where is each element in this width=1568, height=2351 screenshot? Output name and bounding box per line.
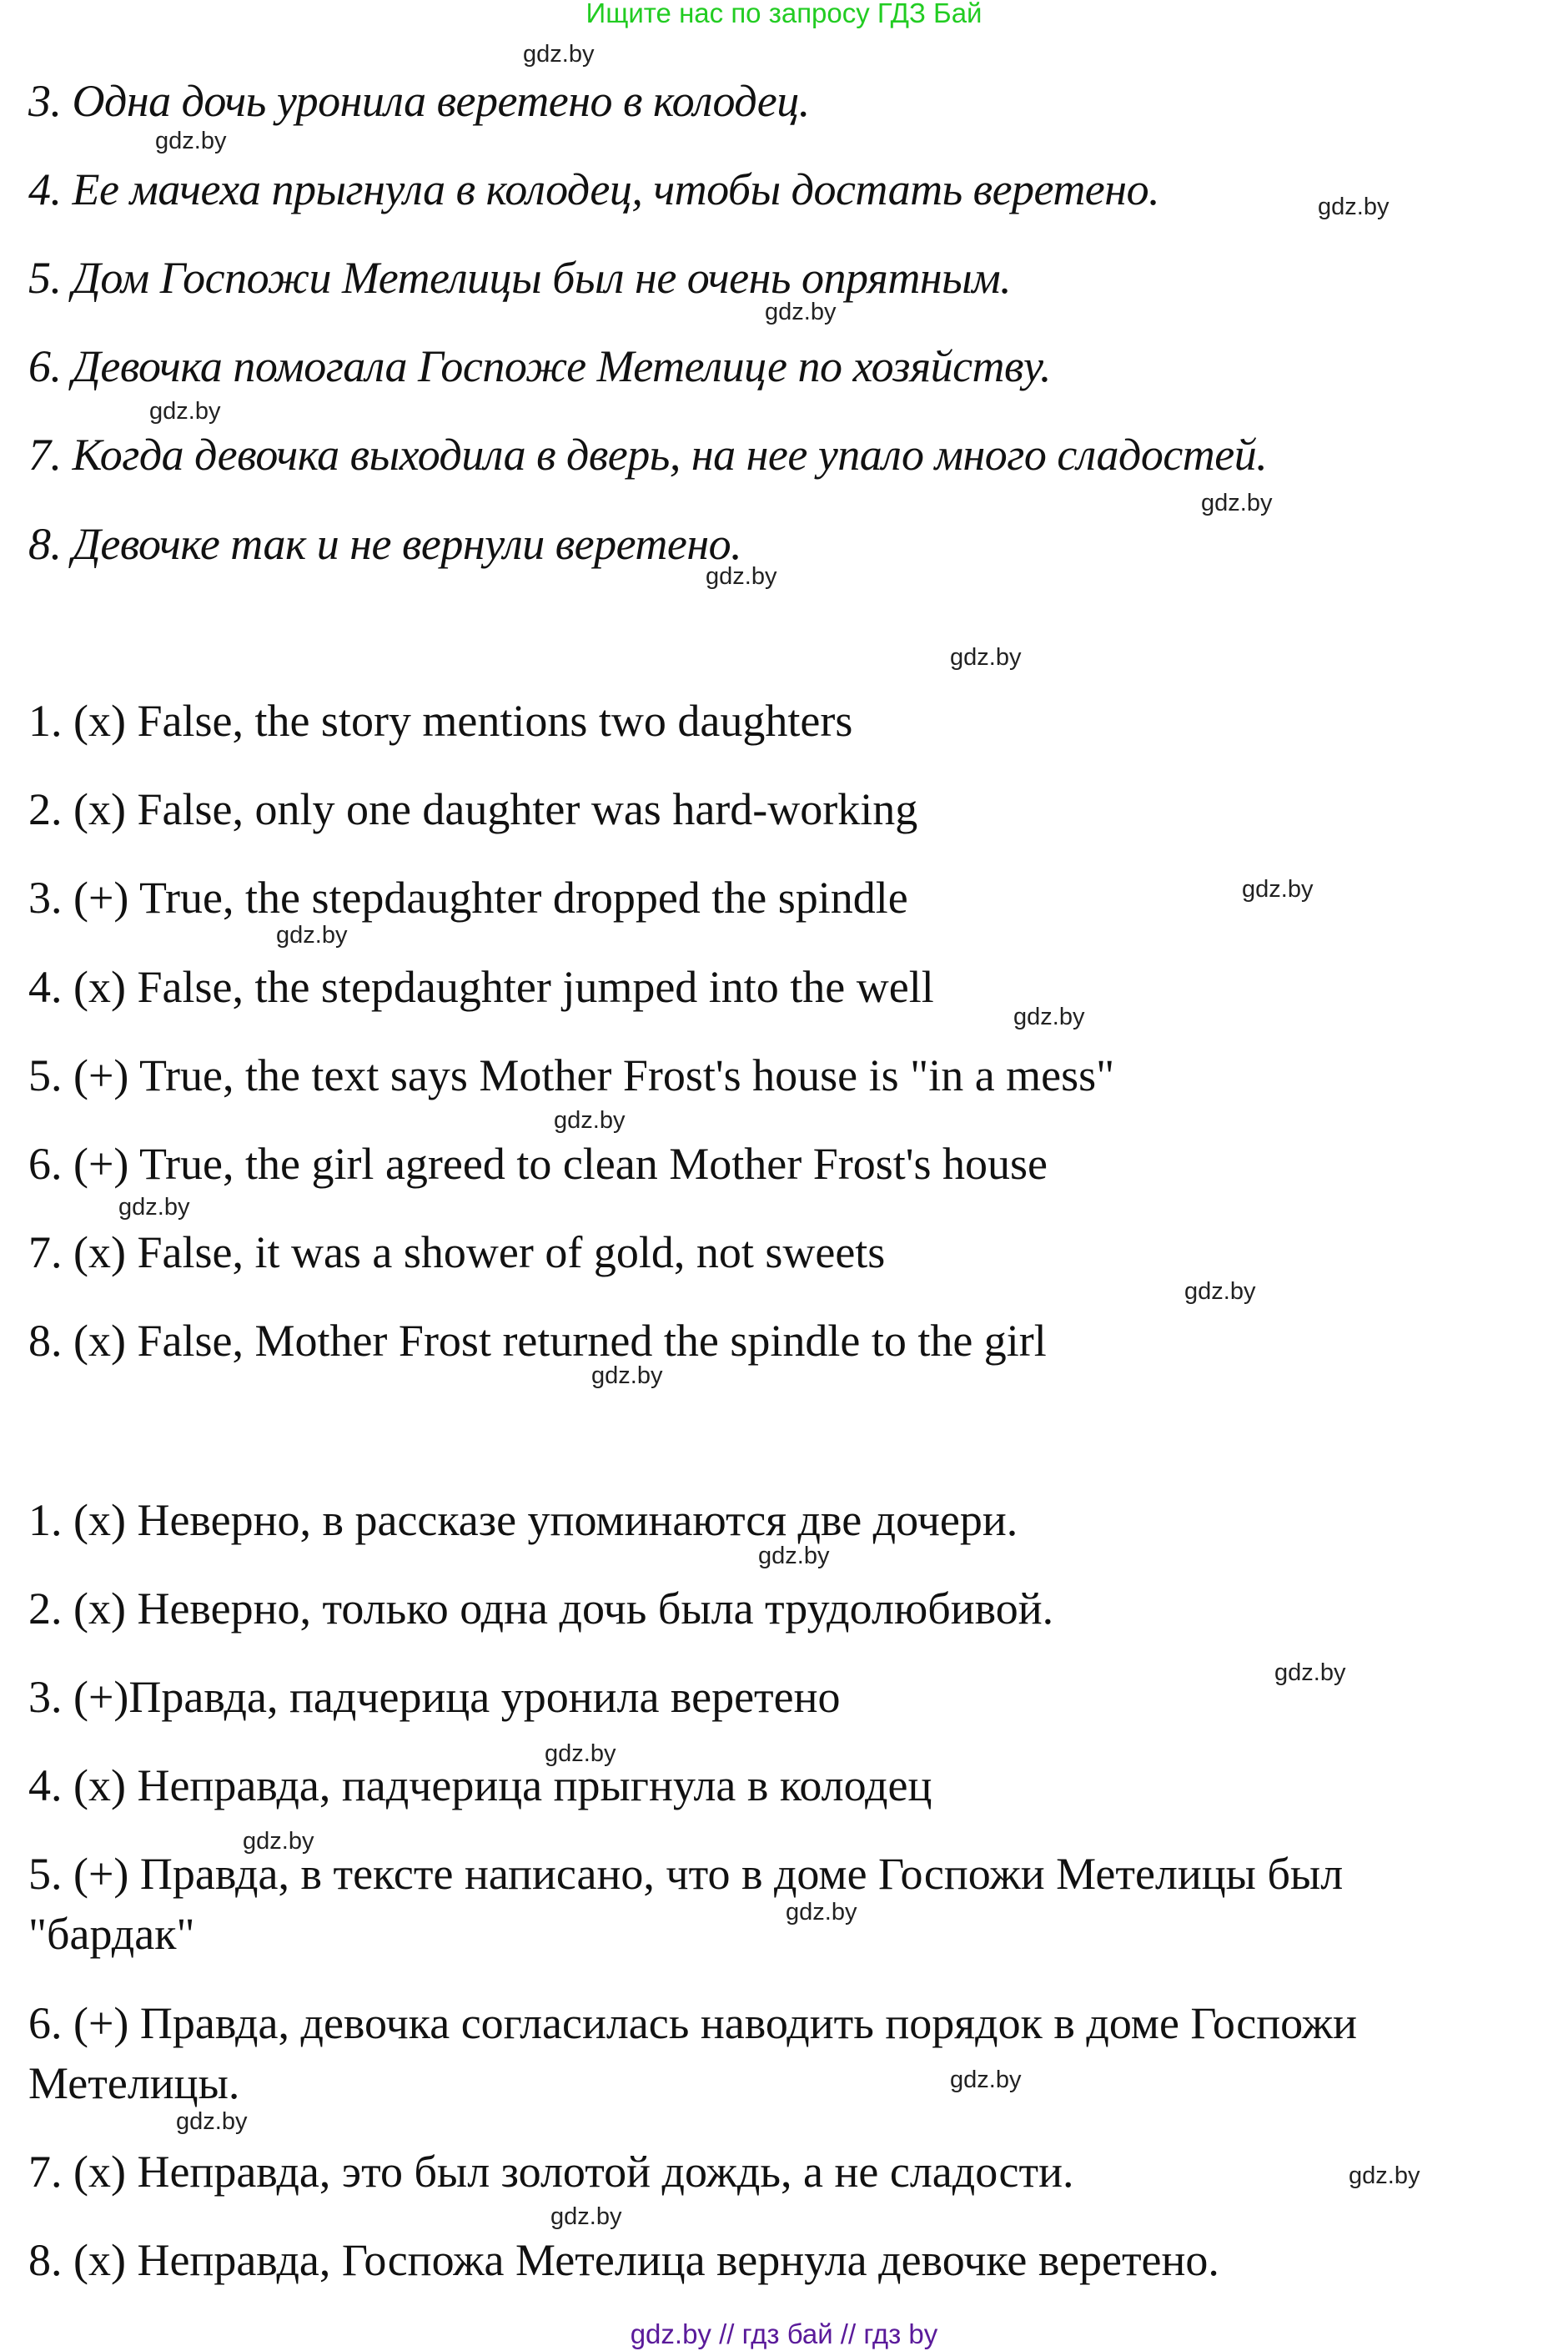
answer-line: 5. (+) Правда, в тексте написано, что в доме Госпожи Метелицы был xyxy=(28,1849,1344,1899)
watermark: gdz.by xyxy=(1013,1004,1085,1030)
answer-line: 2. (x) Неверно, только одна дочь была трудолюбивой. xyxy=(28,1583,1054,1634)
watermark: gdz.by xyxy=(1349,2162,1420,2189)
watermark: gdz.by xyxy=(149,398,221,425)
answer-line: 6. (+) Правда, девочка согласилась наводить порядок в доме Госпожи xyxy=(28,1998,1357,2048)
answer-line: 5. (+) True, the text says Mother Frost's house is "in a mess" xyxy=(28,1050,1115,1100)
answer-line: 7. (x) Неправда, это был золотой дождь, а не сладости. xyxy=(28,2147,1074,2197)
answer-line: "бардак" xyxy=(28,1909,195,1959)
answer-line: Метелицы. xyxy=(28,2058,240,2108)
watermark: gdz.by xyxy=(1318,194,1390,220)
watermark: gdz.by xyxy=(950,644,1022,671)
answer-line: 8. (x) False, Mother Frost returned the spindle to the girl xyxy=(28,1316,1047,1366)
watermark: gdz.by xyxy=(1274,1659,1346,1686)
watermark: gdz.by xyxy=(765,299,837,325)
statement-line: 4. Ее мачеха прыгнула в колодец, чтобы достать веретено. xyxy=(28,164,1160,214)
watermark: gdz.by xyxy=(554,1107,626,1134)
watermark: gdz.by xyxy=(758,1543,830,1569)
watermark: gdz.by xyxy=(1242,876,1314,903)
search-banner: Ищите нас по запросу ГДЗ Бай xyxy=(585,0,983,28)
statement-line: 7. Когда девочка выходила в дверь, на нее упало много сладостей. xyxy=(28,430,1268,480)
statement-line: 3. Одна дочь уронила веретено в колодец. xyxy=(28,76,810,126)
answer-line: 8. (x) Неправда, Госпожа Метелица вернула девочке веретено. xyxy=(28,2235,1219,2285)
watermark: gdz.by xyxy=(155,128,227,154)
watermark: gdz.by xyxy=(545,1740,616,1767)
answer-line: 1. (x) Неверно, в рассказе упоминаются две дочери. xyxy=(28,1495,1018,1545)
watermark: gdz.by xyxy=(786,1899,857,1926)
watermark: gdz.by xyxy=(523,41,595,68)
watermark: gdz.by xyxy=(706,563,777,590)
watermark: gdz.by xyxy=(118,1194,190,1221)
watermark: gdz.by xyxy=(176,2108,248,2135)
answer-line: 7. (x) False, it was a shower of gold, not sweets xyxy=(28,1227,886,1277)
answer-line: 3. (+) True, the stepdaughter dropped the spindle xyxy=(28,873,908,923)
watermark: gdz.by xyxy=(550,2203,622,2230)
watermark: gdz.by xyxy=(243,1828,314,1855)
answer-line: 1. (x) False, the story mentions two daughters xyxy=(28,696,853,746)
statement-line: 6. Девочка помогала Госпоже Метелице по хозяйству. xyxy=(28,341,1052,391)
watermark: gdz.by xyxy=(591,1362,663,1389)
answer-line: 3. (+)Правда, падчерица уронила веретено xyxy=(28,1672,841,1722)
answer-line: 6. (+) True, the girl agreed to clean Mother Frost's house xyxy=(28,1139,1048,1189)
answer-line: 2. (x) False, only one daughter was hard-working xyxy=(28,784,918,834)
watermark: gdz.by xyxy=(276,922,348,949)
watermark: gdz.by xyxy=(950,2067,1022,2093)
watermark: gdz.by xyxy=(1184,1278,1256,1305)
answer-line: 4. (x) Неправда, падчерица прыгнула в колодец xyxy=(28,1760,932,1810)
statement-line: 8. Девочке так и не вернули веретено. xyxy=(28,519,742,569)
answer-line: 4. (x) False, the stepdaughter jumped into the well xyxy=(28,962,934,1012)
statement-line: 5. Дом Госпожи Метелицы был не очень опрятным. xyxy=(28,253,1012,303)
footer-links: gdz.by // гдз бай // гдз by xyxy=(630,2318,938,2349)
watermark: gdz.by xyxy=(1201,490,1273,516)
